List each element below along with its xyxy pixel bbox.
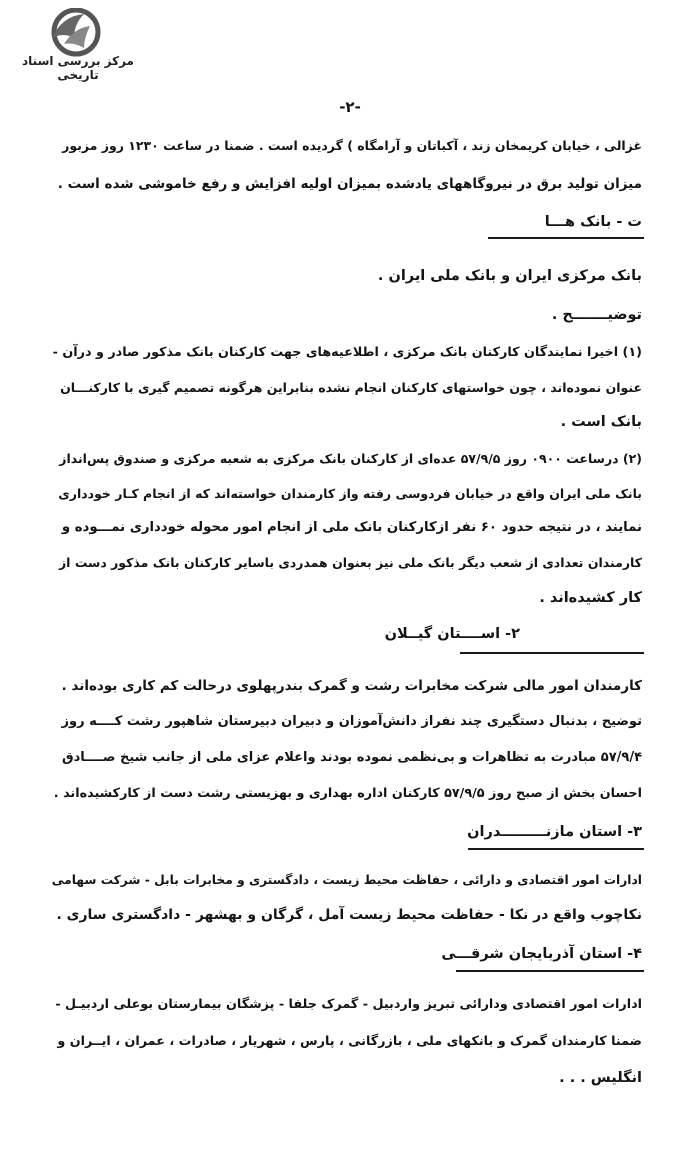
text-line: بانک است . [560,414,642,430]
text-line: (۱) اخیرا نمایندگان کارکنان بانک مرکزی ، اطلاعیه‌های جهت کارکنان بانک مذکور صادر و درآن - [52,345,642,360]
heading-underline [488,237,644,239]
page-number: -۲- [339,98,361,116]
text-line: توضیح ، بدنبال دستگیری چند نفراز دانش‌آموزان و دبیران دبیرستان شاهپور رشت کــــه روز [61,714,642,729]
text-line: میزان تولید برق در نیروگاههای یادشده بمیزان اولیه افزایش و رفع خاموشی شده است . [57,176,642,192]
text-line: ادارات امور اقتصادی ودارائی تبریز واردبیل - گمرک جلفا - پزشگان بیمارستان بوعلی اردبیـل - [55,997,642,1012]
text-line: نکاچوب واقع در نکا - حفاظت محیط زیست آمل ، گرگان و بهشهر - دادگستری ساری . [56,907,642,923]
text-line: کارمندان امور مالی شرکت مخابرات رشت و گمرک بندرپهلوی درحالت کم کاری بوده‌اند . [61,678,642,694]
text-line: بانک مرکزی ایران و بانک ملی ایران . [377,268,642,284]
text-line: (۲) درساعت ۰۹۰۰ روز ۵۷/۹/۵ عده‌ای از کارکنان بانک مرکزی به شعبه مرکزی و صندوق پس‌انداز [59,451,642,466]
heading-underline [468,848,644,850]
section-heading-east-azarbaijan: ۴- استان آذربایجان شرقـــی [441,946,642,962]
text-line: بانک ملی ایران واقع در خیابان فردوسی رفته واز کارمندان خواسته‌اند که از انجام کـار خودداری [58,486,642,501]
archive-watermark-text: مرکز بررسی اسناد تاریخی [22,54,134,82]
archive-logo-icon [44,8,102,58]
heading-underline [460,652,644,654]
text-line: کارمندان تعدادی از شعب دیگر بانک ملی نیز بعنوان همدردی باسایر کارکنان بانک مذکور دست از [58,555,642,570]
heading-underline [456,970,644,972]
section-heading-mazandaran: ۳- استان مازنـــــــــدران [467,824,642,840]
section-heading-banks: ت - بانک هـــا [544,214,642,230]
text-line: کار کشیده‌اند . [539,590,642,606]
section-heading-gilan: ۲- اســــتان گیــلان [384,626,520,642]
text-line: انگلیس . . . [559,1070,642,1086]
text-line: غزالی ، خیابان کریمخان زند ، آکباتان و آرامگاه ) گردیده است . ضمنا در ساعت ۱۲۳۰ روز مزبور [62,138,642,153]
text-line: توضیـــــــح . [551,307,642,323]
text-line: عنوان نموده‌اند ، چون خواستهای کارکنان انجام نشده بنابراین هرگونه تصمیم گیری با کارکنـــان [60,380,642,395]
text-line: ۵۷/۹/۴ مبادرت به تظاهرات و بی‌نظمی نموده بودند واعلام عزای ملی از جانب شیخ صــــادق [61,750,642,765]
text-line: احسان بخش از صبح روز ۵۷/۹/۵ کارکنان اداره بهداری و بهزیستی رشت دست از کارکشیده‌اند . [53,786,642,801]
text-line: ادارات امور اقتصادی و دارائی ، حفاظت محیط زیست ، دادگستری و مخابرات بابل - شرکت سهامی [51,873,642,887]
text-line: ضمنا کارمندان گمرک و بانکهای ملی ، بازرگانی ، پارس ، شهریار ، صادرات ، عمران ، ایــران و [57,1034,642,1049]
text-line: نمایند ، در نتیجه حدود ۶۰ نفر ازکارکنان بانک ملی از انجام امور محوله خودداری نمـــوده و [61,520,642,535]
